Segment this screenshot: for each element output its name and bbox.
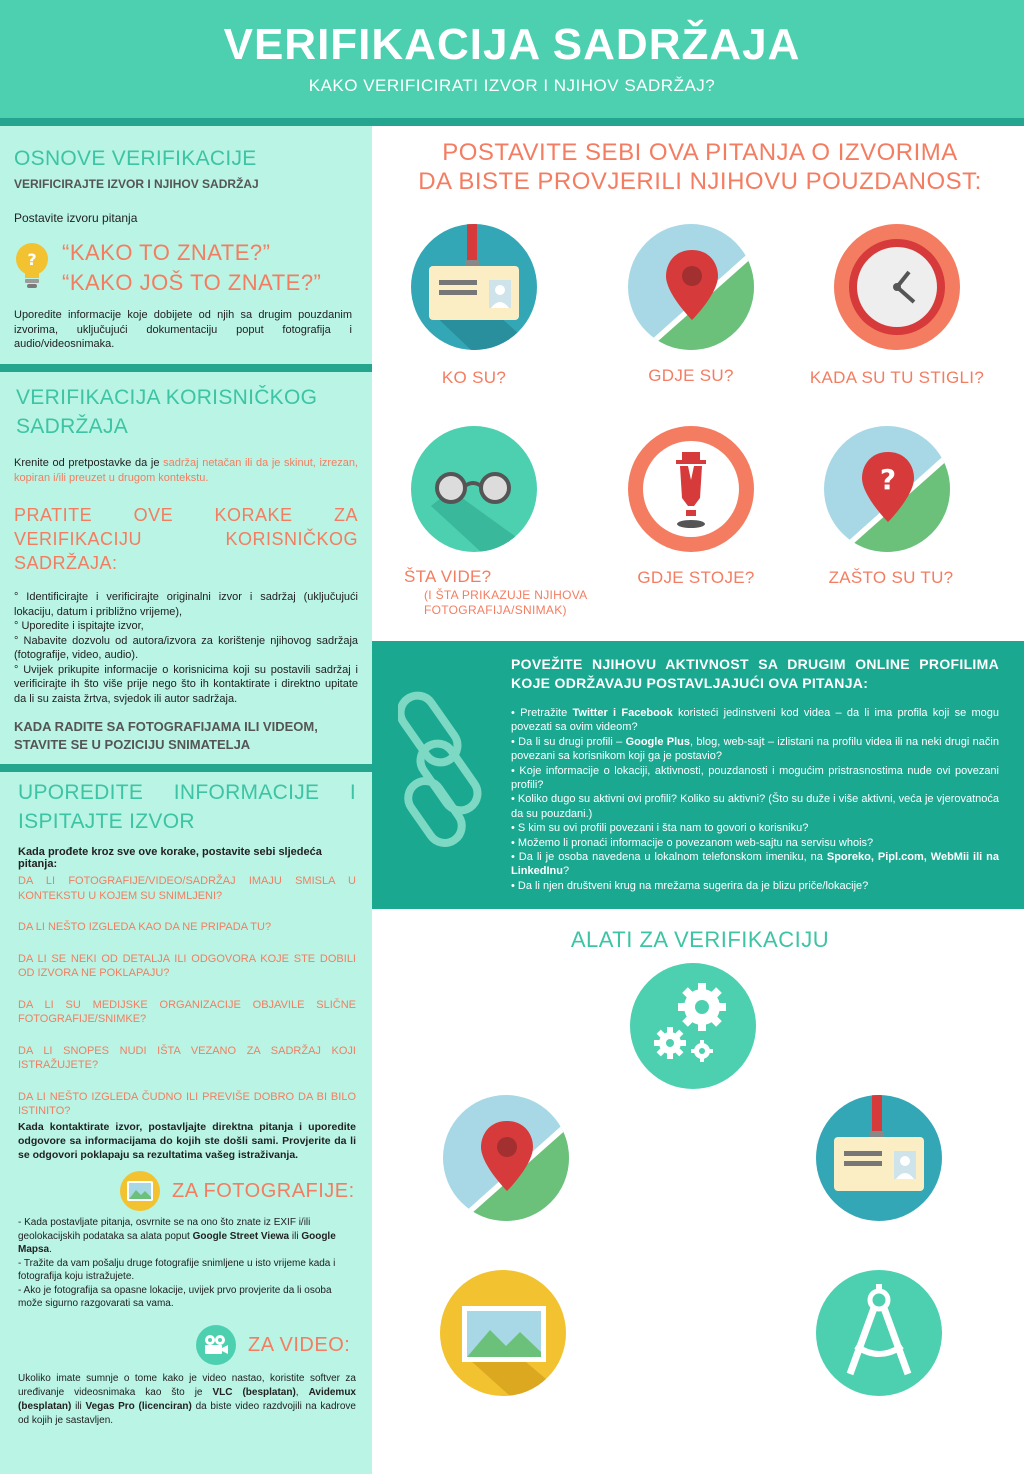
sublabel-line: FOTOGRAFIJA/SNIMAK) (424, 603, 567, 617)
section-divider (0, 364, 372, 372)
question-item: DA LI SNOPES NUDI IŠTA VEZANO ZA SADRŽAJ KOJI ISTRAŽUJETE? (18, 1044, 356, 1071)
quote-line-2: “KAKO JOŠ TO ZNATE?” (62, 270, 322, 295)
svg-text:?: ? (879, 463, 897, 496)
online-item (511, 735, 999, 764)
online-item: • Možemo li pronaći informacije o povezanom web-sajtu na servisu whois? (511, 836, 874, 849)
steps-heading: PRATITE OVE KORAKE ZA VERIFIKACIJU KORISNIČKOG SADRŽAJA: (14, 505, 358, 573)
gears-icon (630, 963, 756, 1089)
online-item (511, 706, 999, 735)
map-pin-tool-icon (443, 1095, 569, 1221)
question-item: DA LI NEŠTO IZGLEDA KAO DA NE PRIPADA TU? (18, 921, 272, 933)
kada-su-label: KADA SU TU STIGLI? (809, 368, 985, 387)
sources-questions-title (390, 138, 1010, 196)
korisnicki-title-line-1: VERIFIKACIJA KORISNIČKOG (16, 386, 318, 409)
tool-name: Google Mapsa (18, 1230, 336, 1255)
platform-name: Sporeko, Pipl.com, WebMii ili na LinkedInu (511, 851, 999, 878)
step-item: ° Identificirajte i verificirajte originalni izvor i sadržaj (uključujući lokaciju, datum i približno vrijeme), (14, 591, 358, 618)
korisnicki-title-line-2: SADRŽAJA (16, 415, 129, 438)
sta-vide-label: ŠTA VIDE? (404, 567, 492, 586)
platform-name: Twitter i Facebook (572, 707, 673, 719)
image-tool-icon (440, 1270, 566, 1396)
foto-line-2: - Tražite da vam pošalju druge fotografije snimljene u isto vrijeme kada i fotografija koju istražujete. (18, 1257, 336, 1282)
gdje-su-label: GDJE SU? (648, 366, 734, 385)
foto-heading-text: ZA FOTOGRAFIJE: (172, 1179, 355, 1202)
foto-text (18, 1216, 356, 1311)
page-title: VERIFIKACIJA SADRŽAJA (223, 20, 801, 69)
osnove-intro: Postavite izvoru pitanja (14, 211, 138, 225)
foto-line-1 (18, 1216, 356, 1257)
online-item: • Koliko dugo su aktivni ovi profili? Koliko su aktivni? (Što su duže i više aktivni, veća je vjerovatnoća da su pouzdani.) (511, 793, 999, 820)
step-item: ° Uvijek prikupite informacije o korisnicima koji su postavili sadržaj i verificirajte ih što više prije nego što ih kontaktirate i direktno upitate da li su zaista žrtva, svjedok ili autor sadržaja. (14, 663, 358, 705)
tools-title: ALATI ZA VERIFIKACIJU (570, 927, 830, 952)
id-badge-tool-icon (816, 1095, 942, 1221)
video-heading (196, 1325, 350, 1365)
compass-tool-icon (816, 1270, 942, 1396)
osnove-section (14, 144, 356, 226)
uporedite-title-line-1: UPOREDITE INFORMACIJE I (18, 781, 356, 804)
intro-text: Krenite od pretpostavke da je (14, 457, 164, 469)
page-subtitle: KAKO VERIFICIRATI IZVOR I NJIHOV SADRŽAJ? (308, 76, 716, 95)
quote-text (62, 238, 321, 298)
online-heading: POVEŽITE NJIHOVU AKTIVNOST SA DRUGIM ONLINE PROFILIMA KOJE ODRŽAVAJU POSTAVLJAJUĆI OVA PITANJA: (511, 656, 999, 691)
tool-name: Google Street Viewa (192, 1230, 290, 1242)
text: , (295, 1387, 309, 1398)
foto-heading (120, 1171, 355, 1211)
spy-icon (628, 426, 754, 552)
steps-list (14, 590, 358, 706)
lightbulb-icon (14, 242, 50, 290)
online-item: • S kim su ovi profili povezani i šta nam to govori o korisniku? (511, 822, 809, 835)
text: , blog, web-sajt – izlistani na profilu videa ili na neki drugi način povezani sa korisnikom koji ga je postavio? (511, 735, 999, 763)
tool-name: Vegas Pro (licenciran) (85, 1401, 192, 1412)
sources-title-line-1: POSTAVITE SEBI OVA PITANJA O IZVORIMA (442, 139, 958, 166)
question-list (18, 874, 356, 1136)
sta-vide-sublabel (424, 588, 624, 618)
video-camera-icon (196, 1325, 236, 1365)
intro-highlight: sadržaj netačan ili da je skinut, izrezan, kopiran i/ili preuzet u drugom kontekstu. (14, 457, 358, 484)
quote-line-1: “KAKO TO ZNATE?” (62, 240, 271, 265)
osnove-subtitle: VERIFICIRAJTE IZVOR I NJIHOV SADRŽAJ (14, 177, 259, 191)
quote-block (14, 238, 359, 298)
text: ili (289, 1230, 302, 1242)
gdje-stoje-label: GDJE STOJE? (637, 568, 755, 587)
ko-su-label: KO SU? (441, 368, 507, 387)
uporedite-title-line-2: ISPITAJTE IZVOR (18, 810, 195, 833)
question-item: DA LI SU MEDIJSKE ORGANIZACIJE OBJAVILE SLIČNE FOTOGRAFIJE/SNIMKE? (18, 998, 356, 1025)
sources-title-line-2: DA BISTE PROVJERILI NJIHOVU POUZDANOST: (418, 168, 982, 195)
clock-icon (834, 224, 960, 350)
text: - Kada postavljate pitanja, osvrnite se na ono što znate iz EXIF i/ili geolokacijskih podataka sa alata poput (18, 1217, 311, 1242)
foto-line-3: - Ako je fotografija sa opasne lokacije, uvijek prvo provjerite da li osoba može sigurno razgovarati sa vama. (18, 1284, 332, 1309)
platform-name: Google Plus (625, 735, 691, 748)
text: ili (71, 1401, 86, 1412)
question-item: DA LI FOTOGRAFIJE/VIDEO/SADRŽAJ IMAJU SMISLA U KONTEKSTU U KOJEM SU SNIMLJENI? (18, 875, 356, 902)
contact-advice: Kada kontaktirate izvor, postavljajte direktna pitanja i uporedite odgovore sa informacijama do kojih ste došli sami. Provjerite da li se odgovori poklapaju sa rezultatima vašeg istraživanja. (18, 1121, 356, 1161)
tool-name: VLC (besplatan) (212, 1387, 296, 1398)
glasses-icon (411, 426, 537, 552)
step-item: ° Nabavite dozvolu od autora/izvora za korištenje njihovog sadržaja (fotografije, video, audio). (14, 634, 358, 661)
page-header (0, 0, 1024, 118)
online-item: • Da li njen društveni krug na mrežama sugerira da je blizu priče/lokacije? (511, 879, 869, 892)
video-heading-text: ZA VIDEO: (248, 1333, 351, 1356)
text: Ukoliko imate sumnje o tome kako je video nastao, koristite softver za uređivanje videosnimaka kao što je (18, 1373, 356, 1398)
question-item: DA LI SE NEKI OD DETALJA ILI ODGOVORA KOJE STE DOBILI OD IZVORA NE POKLAPAJU? (18, 952, 356, 979)
korisnicki-title (16, 383, 356, 441)
header-divider (0, 118, 1024, 126)
section-divider (0, 764, 372, 772)
online-item: • Koje informacije o lokaciji, aktivnosti, pouzdanosti i mogućim pristrasnostima nude ovi povezani profili? (511, 764, 999, 792)
text: • Da li su drugi profili – (511, 735, 626, 748)
text: • Pretražite (511, 707, 573, 719)
sublabel-line: (I ŠTA PRIKAZUJE NJIHOVA (424, 588, 588, 602)
camera-tip: KADA RADITE SA FOTOGRAFIJAMA ILI VIDEOM, STAVITE SE U POZICIJU SNIMATELJA (14, 719, 318, 752)
online-list (511, 706, 999, 893)
map-pin-icon (628, 224, 754, 350)
question-item: DA LI NEŠTO IZGLEDA ČUDNO ILI PREVIŠE DOBRO DA BI BILO ISTINITO? (18, 1090, 356, 1117)
id-badge-icon (411, 224, 537, 350)
online-item (511, 850, 999, 879)
osnove-title: OSNOVE VERIFIKACIJE (14, 147, 257, 170)
video-text (18, 1372, 356, 1428)
uporedite-title (18, 778, 356, 836)
zasto-su-label: ZAŠTO SU TU? (828, 568, 954, 587)
korisnicki-intro (14, 456, 358, 485)
question-pin-icon (824, 426, 950, 552)
text: • Da li je osoba navedena u lokalnom telefonskom imeniku, na (511, 851, 827, 864)
chain-link-icon (398, 688, 490, 850)
uporedite-lead: Kada prođete kroz sve ove korake, postavite sebi sljedeća pitanja: (18, 846, 322, 870)
text: ? (562, 865, 570, 878)
text: koristeći jedinstveni kod videa – da li ima profila koji se mogu povezati sa ovim videom? (511, 707, 1000, 734)
tool-name: Avidemux (besplatan) (18, 1387, 356, 1412)
photo-icon (120, 1171, 160, 1211)
step-item: ° Uporedite i ispitajte izvor, (14, 620, 144, 632)
svg-text:?: ? (27, 250, 37, 269)
osnove-body: Uporedite informacije koje dobijete od njih sa drugim pouzdanim izvorima, uključujući dokumentaciju poput fotografija i audio/videosnimaka. (14, 309, 352, 350)
text: da biste video razdvojili na kadrove od kojih je sastavljen. (18, 1401, 356, 1426)
text: . (49, 1244, 52, 1255)
